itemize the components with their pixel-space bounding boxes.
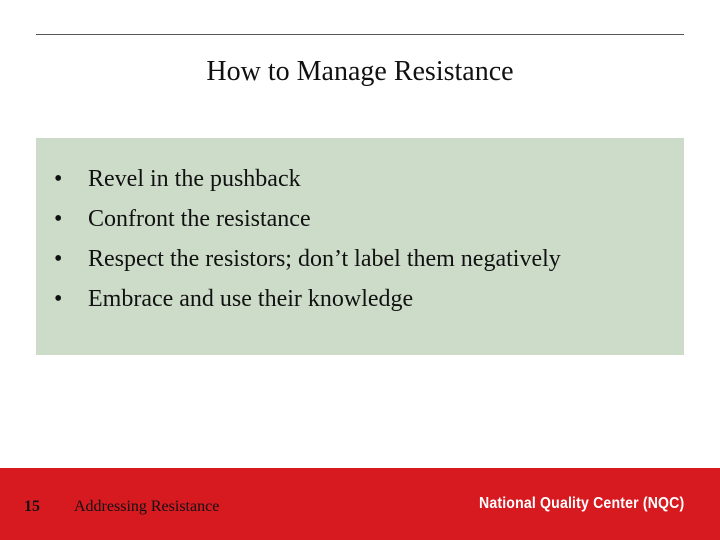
bullet-text: Embrace and use their knowledge — [88, 286, 414, 312]
bullet-icon: • — [54, 166, 63, 192]
bullet-item — [54, 241, 561, 281]
bullet-icon: • — [54, 206, 63, 232]
footer-bar — [0, 468, 720, 540]
slide-title: How to Manage Resistance — [206, 56, 514, 87]
bullet-text: Respect the resistors; don’t label them negatively — [88, 246, 561, 272]
bullet-item — [54, 161, 561, 201]
bullet-item — [54, 201, 561, 241]
top-divider — [36, 34, 684, 35]
bullet-icon: • — [54, 246, 63, 272]
bullet-text: Revel in the pushback — [88, 166, 301, 192]
bullet-list — [54, 161, 561, 321]
page-number: 15 — [24, 498, 40, 515]
brand-logo: National Quality Center (NQC) — [478, 495, 684, 512]
bullet-item — [54, 281, 561, 321]
bullet-icon: • — [54, 286, 63, 312]
footer-title: Addressing Resistance — [74, 498, 220, 515]
bullet-text: Confront the resistance — [88, 206, 311, 232]
